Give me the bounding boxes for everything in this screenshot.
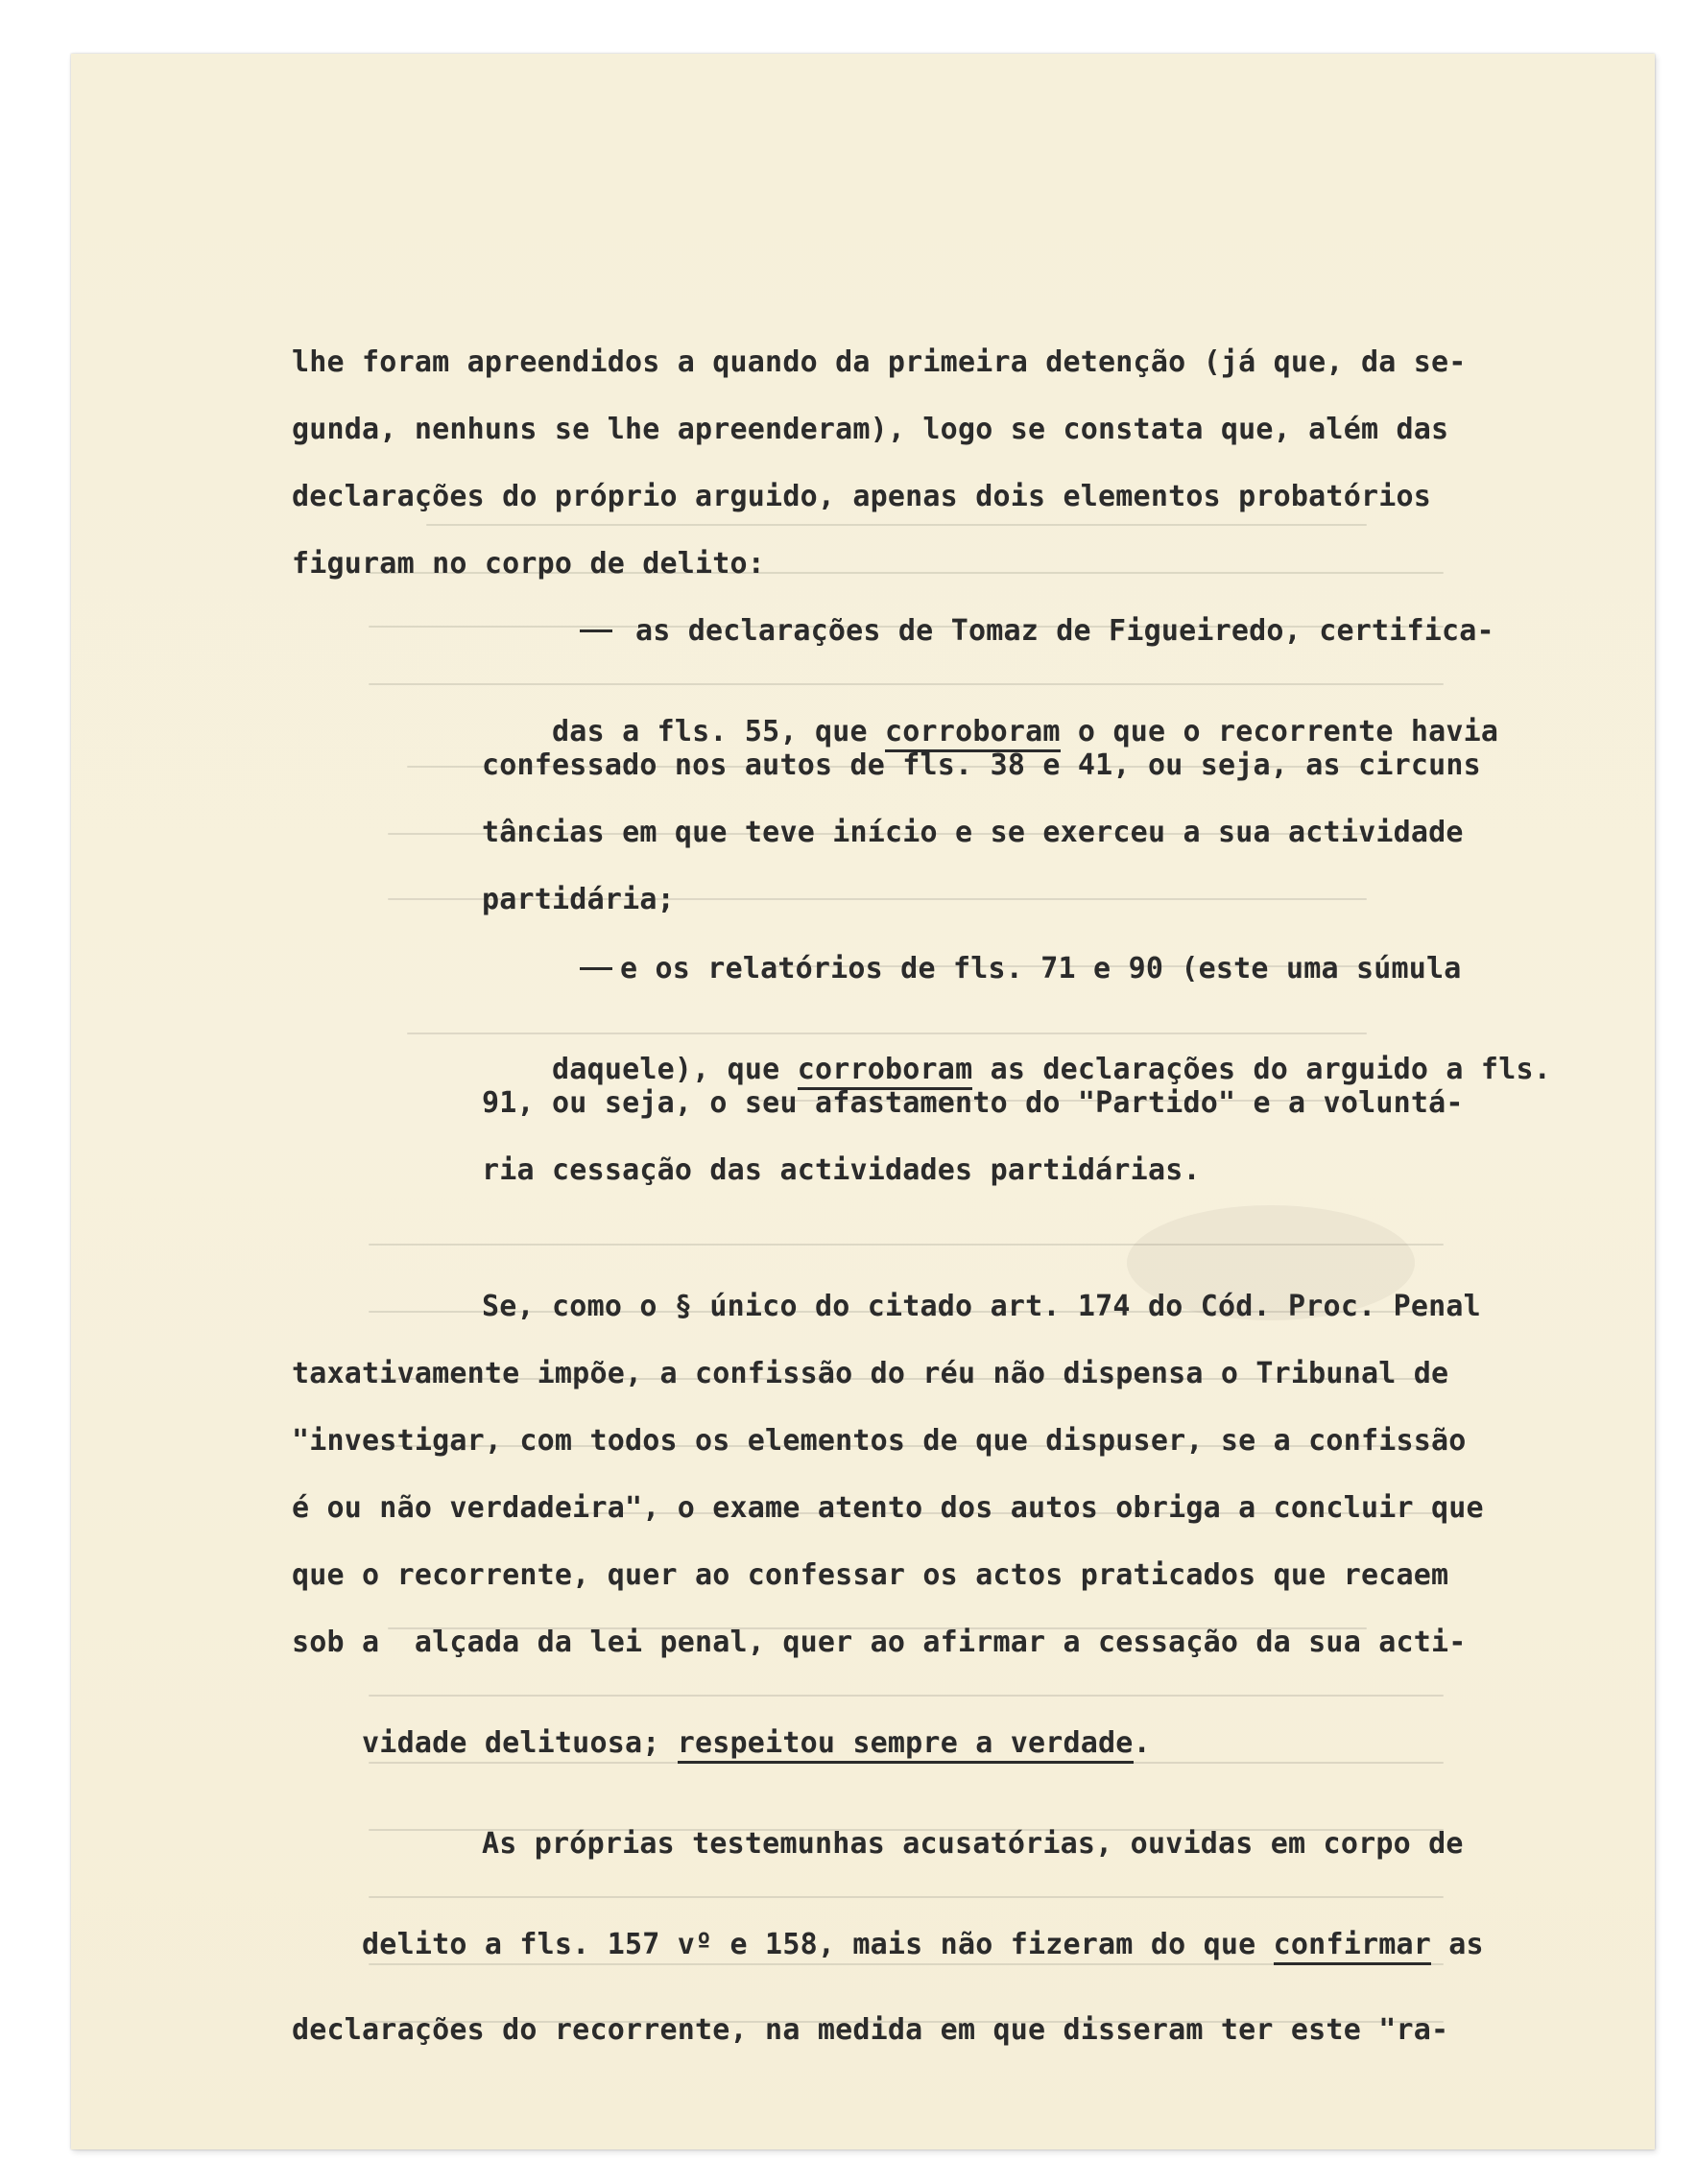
text-line: é ou não verdadeira", o exame atento dos autos obriga a concluir que bbox=[292, 1491, 1484, 1525]
text-line: 91, ou seja, o seu afastamento do "Partido" e a voluntá- bbox=[482, 1086, 1464, 1120]
text-line: as declarações de Tomaz de Figueiredo, certifica- bbox=[635, 614, 1494, 648]
text-fragment: as bbox=[1448, 1928, 1484, 1961]
text-line: declarações do recorrente, na medida em que disseram ter este "ra- bbox=[292, 2013, 1449, 2047]
text-line: declarações do próprio arguido, apenas dois elementos probatórios bbox=[292, 480, 1431, 513]
text-line: taxativamente impõe, a confissão do réu não dispensa o Tribunal de bbox=[292, 1357, 1449, 1390]
text-line: "investigar, com todos os elementos de que dispuser, se a confissão bbox=[292, 1424, 1467, 1458]
em-dash-mark bbox=[580, 967, 612, 970]
text-line: gunda, nenhuns se lhe apreenderam), logo se constata que, além das bbox=[292, 413, 1449, 446]
text-fragment: das a fls. 55, que bbox=[552, 715, 868, 748]
text-line: figuram no corpo de delito: bbox=[292, 547, 766, 581]
text-fragment: . bbox=[1133, 1726, 1151, 1760]
text-line: e os relatórios de fls. 71 e 90 (este uma súmula bbox=[620, 952, 1462, 985]
underlined-phrase: respeitou sempre a verdade bbox=[678, 1726, 1134, 1764]
underlined-word: corroboram bbox=[798, 1053, 973, 1090]
underlined-word: corroboram bbox=[885, 715, 1061, 752]
text-line: que o recorrente, quer ao confessar os actos praticados que recaem bbox=[292, 1558, 1449, 1592]
text-line: lhe foram apreendidos a quando da primeira detenção (já que, da se- bbox=[292, 345, 1467, 379]
text-line: Se, como o § único do citado art. 174 do Cód. Proc. Penal bbox=[482, 1290, 1481, 1323]
text-fragment: delito a fls. 157 vº e 158, mais não fizeram do que bbox=[362, 1928, 1256, 1961]
text-line bbox=[292, 1693, 1151, 1793]
text-line: As próprias testemunhas acusatórias, ouvidas em corpo de bbox=[482, 1827, 1464, 1861]
underlined-word: confirmar bbox=[1274, 1928, 1431, 1965]
text-line: confessado nos autos de fls. 38 e 41, ou seja, as circuns bbox=[482, 748, 1481, 782]
text-fragment: o que o recorrente havia bbox=[1077, 715, 1499, 748]
text-fragment: as declarações do arguido a fls. bbox=[990, 1053, 1551, 1086]
text-line: partidária; bbox=[482, 883, 675, 916]
em-dash-mark bbox=[580, 629, 612, 632]
text-line: sob a alçada da lei penal, quer ao afirmar a cessação da sua acti- bbox=[292, 1626, 1467, 1659]
text-fragment: daquele), que bbox=[552, 1053, 780, 1086]
text-line: ria cessação das actividades partidárias. bbox=[482, 1153, 1201, 1187]
document-page bbox=[71, 54, 1655, 2149]
text-line bbox=[292, 1894, 1484, 1995]
text-fragment: vidade delituosa; bbox=[362, 1726, 660, 1760]
text-line: tâncias em que teve início e se exerceu a sua actividade bbox=[482, 816, 1464, 849]
